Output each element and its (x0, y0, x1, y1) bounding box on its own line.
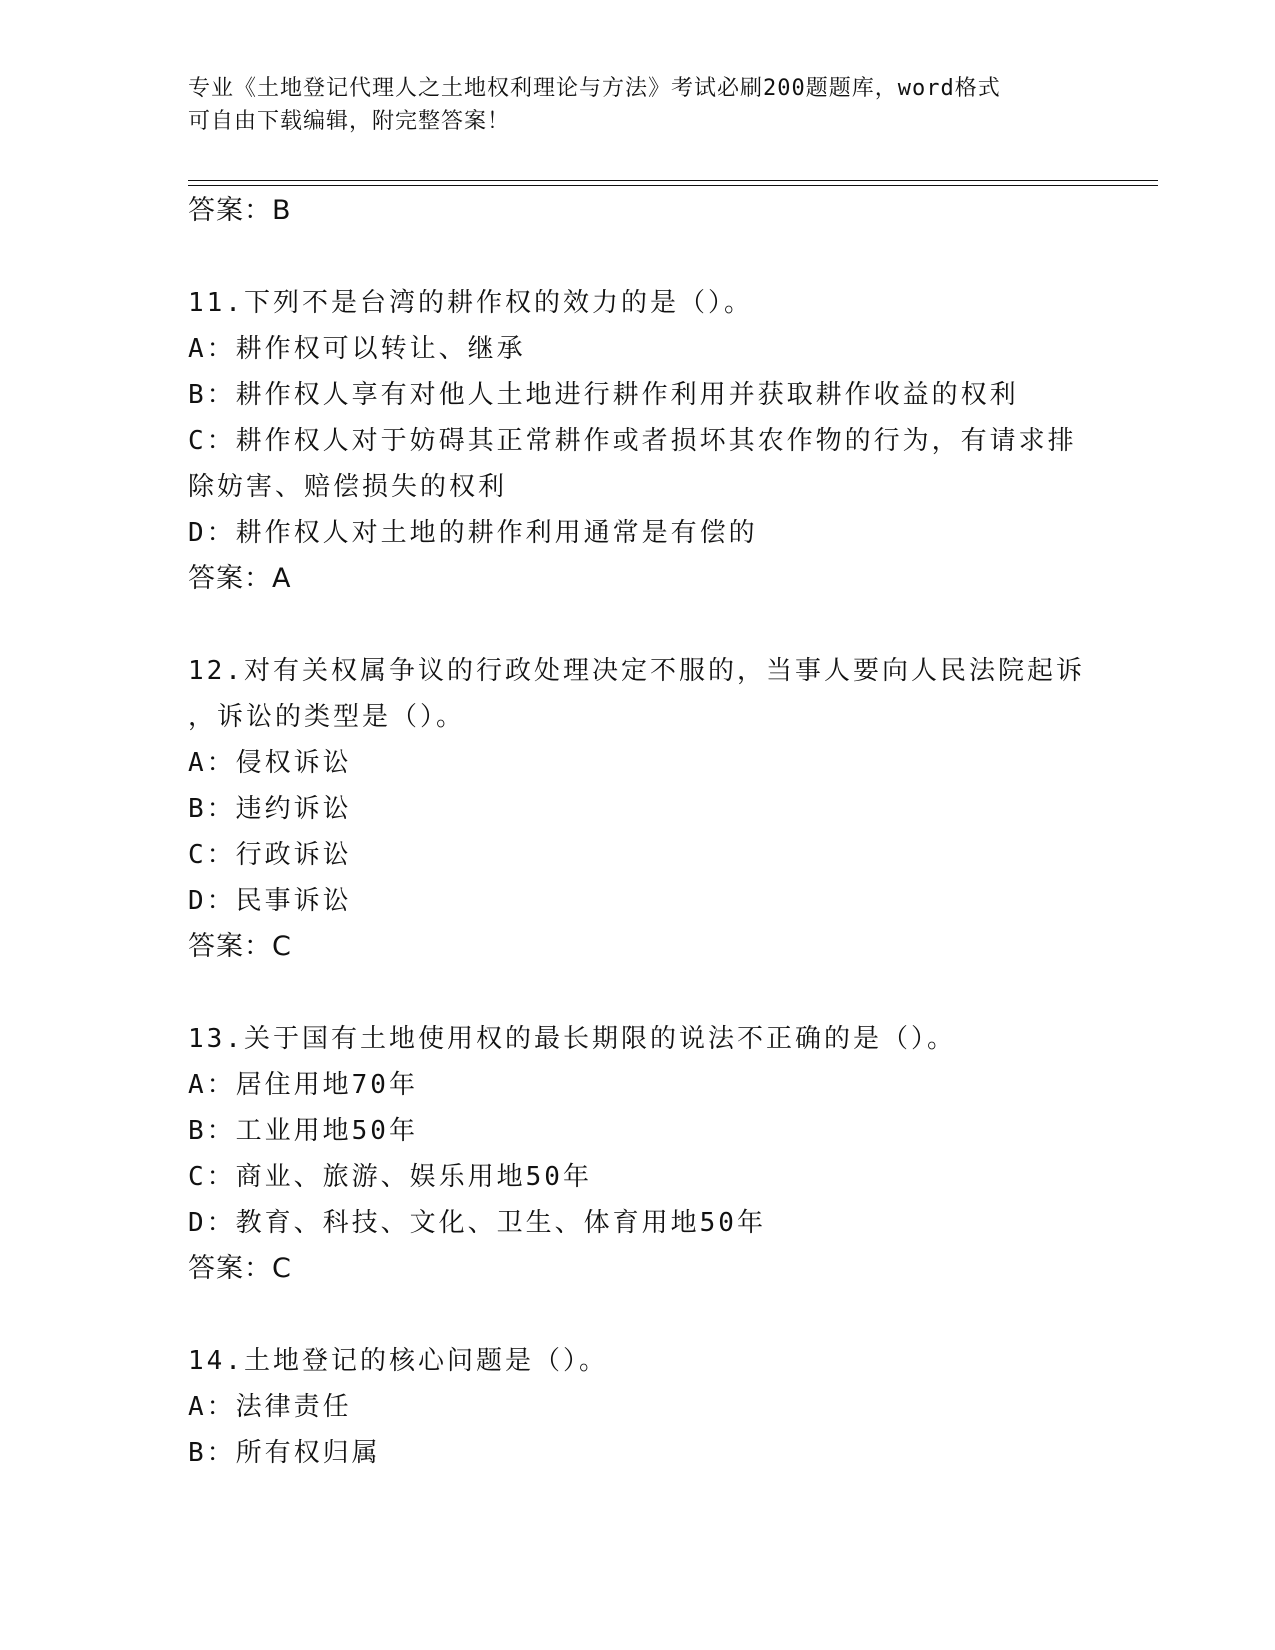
spacer (188, 1292, 1088, 1338)
option-a: A：法律责任 (188, 1392, 352, 1422)
option-d: D：教育、科技、文化、卫生、体育用地50年 (188, 1208, 766, 1238)
question-14 (188, 1338, 1088, 1476)
header-divider (188, 180, 1158, 186)
spacer (188, 602, 1088, 648)
option-a: A：耕作权可以转让、继承 (188, 334, 526, 364)
question-stem: 12.对有关权属争议的行政处理决定不服的，当事人要向人民法院起诉 (188, 656, 1085, 686)
question-stem: 14.土地登记的核心问题是（）。 (188, 1346, 608, 1376)
page-header (188, 72, 1088, 138)
question-stem: 13.关于国有土地使用权的最长期限的说法不正确的是（）。 (188, 1024, 956, 1054)
spacer (188, 970, 1088, 1016)
option-c: C：行政诉讼 (188, 840, 352, 870)
option-b: B：工业用地50年 (188, 1116, 418, 1146)
option-d: D：民事诉讼 (188, 886, 352, 916)
option-a: A：居住用地70年 (188, 1070, 418, 1100)
option-a: A：侵权诉讼 (188, 748, 352, 778)
option-b: B：所有权归属 (188, 1438, 381, 1468)
answer: 答案：C (188, 931, 292, 962)
option-b: B：违约诉讼 (188, 794, 352, 824)
header-line-1: 专业《土地登记代理人之土地权利理论与方法》考试必刷200题题库，word格式 (188, 76, 1001, 101)
option-d: D：耕作权人对土地的耕作利用通常是有偿的 (188, 518, 758, 548)
option-b: B：耕作权人享有对他人土地进行耕作利用并获取耕作收益的权利 (188, 380, 1019, 410)
answer: 答案：C (188, 1253, 292, 1284)
answer: 答案：A (188, 563, 292, 594)
spacer (188, 234, 1088, 280)
question-11 (188, 280, 1088, 602)
option-c-continued: 除妨害、赔偿损失的权利 (188, 472, 508, 502)
question-stem: 11.下列不是台湾的耕作权的效力的是（）。 (188, 288, 753, 318)
option-c: C：耕作权人对于妨碍其正常耕作或者损坏其农作物的行为，有请求排 (188, 426, 1077, 456)
option-c: C：商业、旅游、娱乐用地50年 (188, 1162, 592, 1192)
question-list (188, 188, 1088, 1476)
header-line-2: 可自由下载编辑，附完整答案！ (188, 109, 511, 134)
question-12 (188, 648, 1088, 970)
question-stem-continued: ，诉讼的类型是（）。 (188, 702, 466, 732)
question-13 (188, 1016, 1088, 1292)
answer-previous: 答案：B (188, 195, 292, 226)
